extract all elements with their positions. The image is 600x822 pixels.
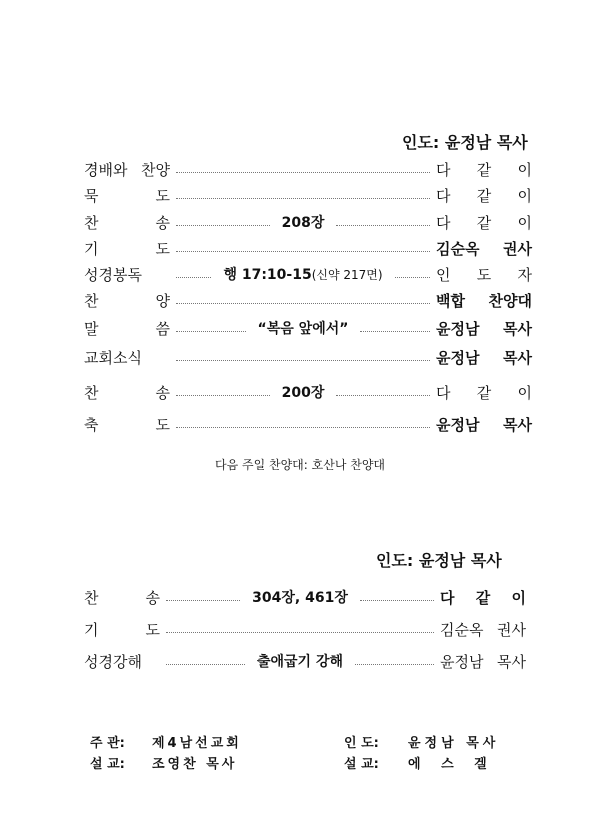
- item-label: 찬 양: [84, 291, 170, 310]
- item-right: 다 같 이: [436, 160, 532, 179]
- item-middle: 200장: [281, 385, 325, 401]
- section2-presider: 인도: 윤정남 목사: [376, 551, 502, 570]
- item-right: 다 같 이: [436, 186, 532, 205]
- item-label: 찬 송: [84, 588, 160, 607]
- leader-dots: [166, 664, 245, 665]
- item-label: 경배와 찬양: [84, 160, 170, 179]
- item-right: 다 같 이: [436, 213, 532, 232]
- footer-preacher-label: 설 교:: [90, 757, 125, 772]
- item-right: 김순옥 권사: [436, 239, 532, 258]
- list-item: [84, 236, 532, 260]
- footer-preacher2-label: 설 교:: [344, 757, 379, 772]
- item-label: 기 도: [84, 239, 170, 258]
- leader-dots: [176, 225, 270, 226]
- leader-dots: [176, 303, 430, 304]
- leader-dots: [176, 277, 211, 278]
- leader-dots: [166, 600, 240, 601]
- item-label: 기 도: [84, 620, 160, 639]
- list-item: [84, 380, 532, 404]
- list-item: [84, 157, 532, 181]
- footer-leader-label: 인 도:: [344, 736, 379, 751]
- leader-dots: [360, 331, 430, 332]
- leader-dots: [176, 395, 270, 396]
- item-middle: “복음 앞에서”: [257, 321, 349, 337]
- footer-preacher2-value: 에 스 겔: [408, 757, 495, 772]
- item-middle: [217, 264, 388, 284]
- list-item: [84, 616, 526, 642]
- item-label: 교회소식: [84, 348, 142, 367]
- leader-dots: [166, 632, 434, 633]
- footer-leader-value: 윤정남 목사: [408, 736, 500, 751]
- list-item: [84, 345, 532, 369]
- leader-dots: [176, 198, 430, 199]
- item-right: 윤정남 목사: [436, 415, 532, 434]
- footer-host-value: 제4남선교회: [152, 736, 242, 751]
- list-item: [84, 648, 526, 674]
- list-item: [84, 183, 532, 207]
- leader-dots: [176, 427, 430, 428]
- item-right: 백합 찬양대: [436, 291, 532, 310]
- item-label: 찬 송: [84, 383, 170, 402]
- item-middle: 208장: [281, 215, 325, 231]
- leader-dots: [336, 225, 430, 226]
- leader-dots: [395, 277, 430, 278]
- leader-dots: [355, 664, 434, 665]
- item-label: 말 씀: [84, 319, 170, 338]
- list-item: [84, 412, 532, 436]
- item-right: 김순옥 권사: [440, 620, 526, 639]
- leader-dots: [360, 600, 434, 601]
- item-middle: 304장, 461장: [252, 590, 348, 606]
- list-item: [84, 210, 532, 234]
- list-item: [84, 262, 532, 286]
- item-label: 찬 송: [84, 213, 170, 232]
- leader-dots: [176, 360, 430, 361]
- scripture-page: (신약 217면): [311, 268, 383, 282]
- footer-preacher-value: 조영찬 목사: [152, 757, 238, 772]
- section1-presider: 인도: 윤정남 목사: [402, 133, 528, 152]
- item-label: 성경봉독: [84, 265, 142, 284]
- item-right: 윤정남 목사: [436, 319, 532, 338]
- item-label: 묵 도: [84, 186, 170, 205]
- list-item: [84, 288, 532, 312]
- leader-dots: [176, 172, 430, 173]
- item-label: 성경강해: [84, 652, 142, 671]
- item-right: 다 같 이: [436, 383, 532, 402]
- list-item: [84, 584, 526, 610]
- footer-host-label: 주 관:: [90, 736, 125, 751]
- leader-dots: [336, 395, 430, 396]
- leader-dots: [176, 251, 430, 252]
- leader-dots: [176, 331, 246, 332]
- item-right: 윤정남 목사: [436, 348, 532, 367]
- item-right: 윤정남 목사: [440, 652, 526, 671]
- item-right: 인 도 자: [436, 265, 532, 284]
- item-middle: 출애굽기 강해: [256, 654, 344, 670]
- scripture-ref: 행 17:10-15: [223, 267, 312, 283]
- item-label: 축 도: [84, 415, 170, 434]
- next-week-choir-note: 다음 주일 찬양대: 호산나 찬양대: [215, 458, 385, 472]
- list-item: [84, 316, 532, 340]
- item-right: 다 같 이: [440, 588, 527, 607]
